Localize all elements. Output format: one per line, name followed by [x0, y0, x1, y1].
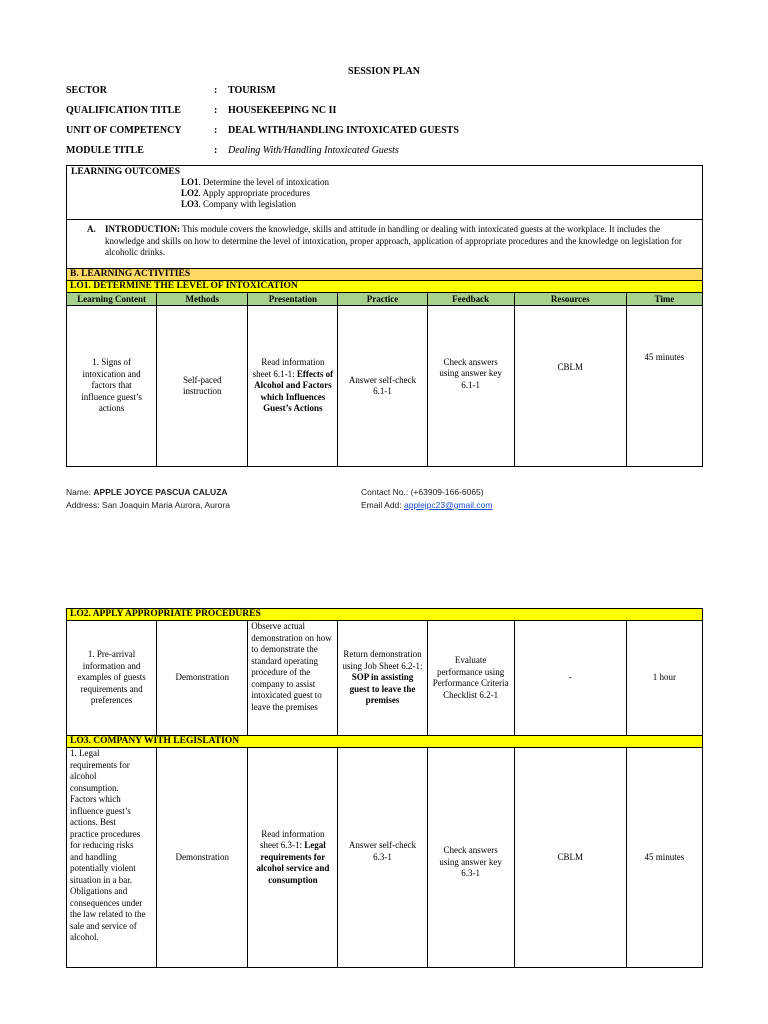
lo2-lo3-table	[66, 608, 703, 968]
column-header: Presentation	[248, 293, 338, 306]
column-header: Resources	[514, 293, 626, 306]
document-title: SESSION PLAN	[348, 66, 420, 77]
column-header: Feedback	[427, 293, 514, 306]
method-cell: Demonstration	[157, 621, 248, 736]
table-row	[67, 748, 703, 968]
meta-value: HOUSEKEEPING NC II	[228, 105, 337, 116]
resources-cell: CBLM	[514, 748, 626, 968]
practice-cell: Answer self-check 6.3-1	[338, 748, 427, 968]
column-header: Practice	[338, 293, 427, 306]
footer-address: Address: San Joaquin Maria Aurora, Aurora	[66, 500, 230, 510]
outcome-item: LO3. Company with legislation	[181, 199, 297, 209]
presentation-cell: Read information sheet 6.3-1: Legal requirements for alcohol service and consumption	[248, 748, 338, 968]
feedback-cell: Check answers using answer key 6.3-1	[427, 748, 514, 968]
learning-outcomes-box	[66, 165, 703, 270]
footer-contact: Contact No.: (+63909-166-6065)	[361, 487, 484, 497]
meta-label: QUALIFICATION TITLE	[66, 105, 181, 116]
presentation-cell: Read information sheet 6.1-1: Effects of Alcohol and Factors which Influences Guest’s Actions	[248, 306, 338, 467]
meta-value: DEAL WITH/HANDLING INTOXICATED GUESTS	[228, 125, 459, 136]
lo3-heading: LO3. COMPANY WITH LEGISLATION	[67, 736, 703, 748]
outcome-item: LO2. Apply appropriate procedures	[181, 188, 310, 198]
introduction-text: INTRODUCTION: This module covers the knowledge, skills and attitude in handling or dealing with intoxicated guests at the workplace. It includes the knowledge and skills on how to determine the level of intoxication, proper approach, application of appropriate procedures and the knowledge on legislation for alcoholic drinks.	[105, 224, 682, 257]
divider	[67, 219, 702, 220]
learning-content-cell: 1. Legal requirements for alcohol consumption. Factors which influence guest’s actions. Best practice procedures for reducing risks and handling potentially violent situation in a bar. Obligations and consequences under the law related to the sale and service of alcohol.	[67, 748, 157, 968]
column-header: Methods	[157, 293, 248, 306]
learning-outcomes-heading: LEARNING OUTCOMES	[71, 167, 180, 177]
practice-cell: Answer self-check 6.1-1	[338, 306, 427, 467]
time-cell: 45 minutes	[626, 748, 702, 968]
activities-heading: B. LEARNING ACTIVITIES	[67, 269, 703, 281]
lo2-heading: LO2. APPLY APPROPRIATE PROCEDURES	[67, 609, 703, 621]
method-cell: Demonstration	[157, 748, 248, 968]
table-row	[67, 306, 703, 467]
intro-letter: A.	[87, 224, 96, 234]
column-header: Time	[626, 293, 702, 306]
meta-value: TOURISM	[228, 85, 276, 96]
resources-cell: -	[514, 621, 626, 736]
feedback-cell: Evaluate performance using Performance Criteria Checklist 6.2-1	[427, 621, 514, 736]
footer-email: Email Add: applejpc23@gmail.com	[361, 500, 493, 510]
resources-cell: CBLM	[514, 306, 626, 467]
practice-cell: Return demonstration using Job Sheet 6.2-1: SOP in assisting guest to leave the premises	[338, 621, 427, 736]
table-header-row	[67, 293, 703, 306]
meta-label: UNIT OF COMPETENCY	[66, 125, 182, 136]
meta-value: Dealing With/Handling Intoxicated Guests	[228, 145, 399, 156]
time-cell: 45 minutes	[626, 306, 702, 467]
outcome-item: LO1. Determine the level of intoxication	[181, 177, 329, 187]
lo1-table	[66, 268, 703, 467]
email-link[interactable]: applejpc23@gmail.com	[404, 500, 493, 510]
column-header: Learning Content	[67, 293, 157, 306]
learning-content-cell: 1. Signs of intoxication and factors that influence guest’s actions	[67, 306, 157, 467]
footer-name: Name: APPLE JOYCE PASCUA CALUZA	[66, 487, 228, 497]
meta-label: SECTOR	[66, 85, 107, 96]
feedback-cell: Check answers using answer key 6.1-1	[427, 306, 514, 467]
presentation-cell: Observe actual demonstration on how to demonstrate the standard operating procedure of the company to assist intoxicated guest to leave the premises	[248, 621, 338, 736]
table-row	[67, 621, 703, 736]
method-cell: Self-paced instruction	[157, 306, 248, 467]
lo1-heading: LO1. DETERMINE THE LEVEL OF INTOXICATION	[67, 281, 703, 293]
meta-label: MODULE TITLE	[66, 145, 144, 156]
time-cell: 1 hour	[626, 621, 702, 736]
learning-content-cell: 1. Pre-arrival information and examples of guests requirements and preferences	[67, 621, 157, 736]
